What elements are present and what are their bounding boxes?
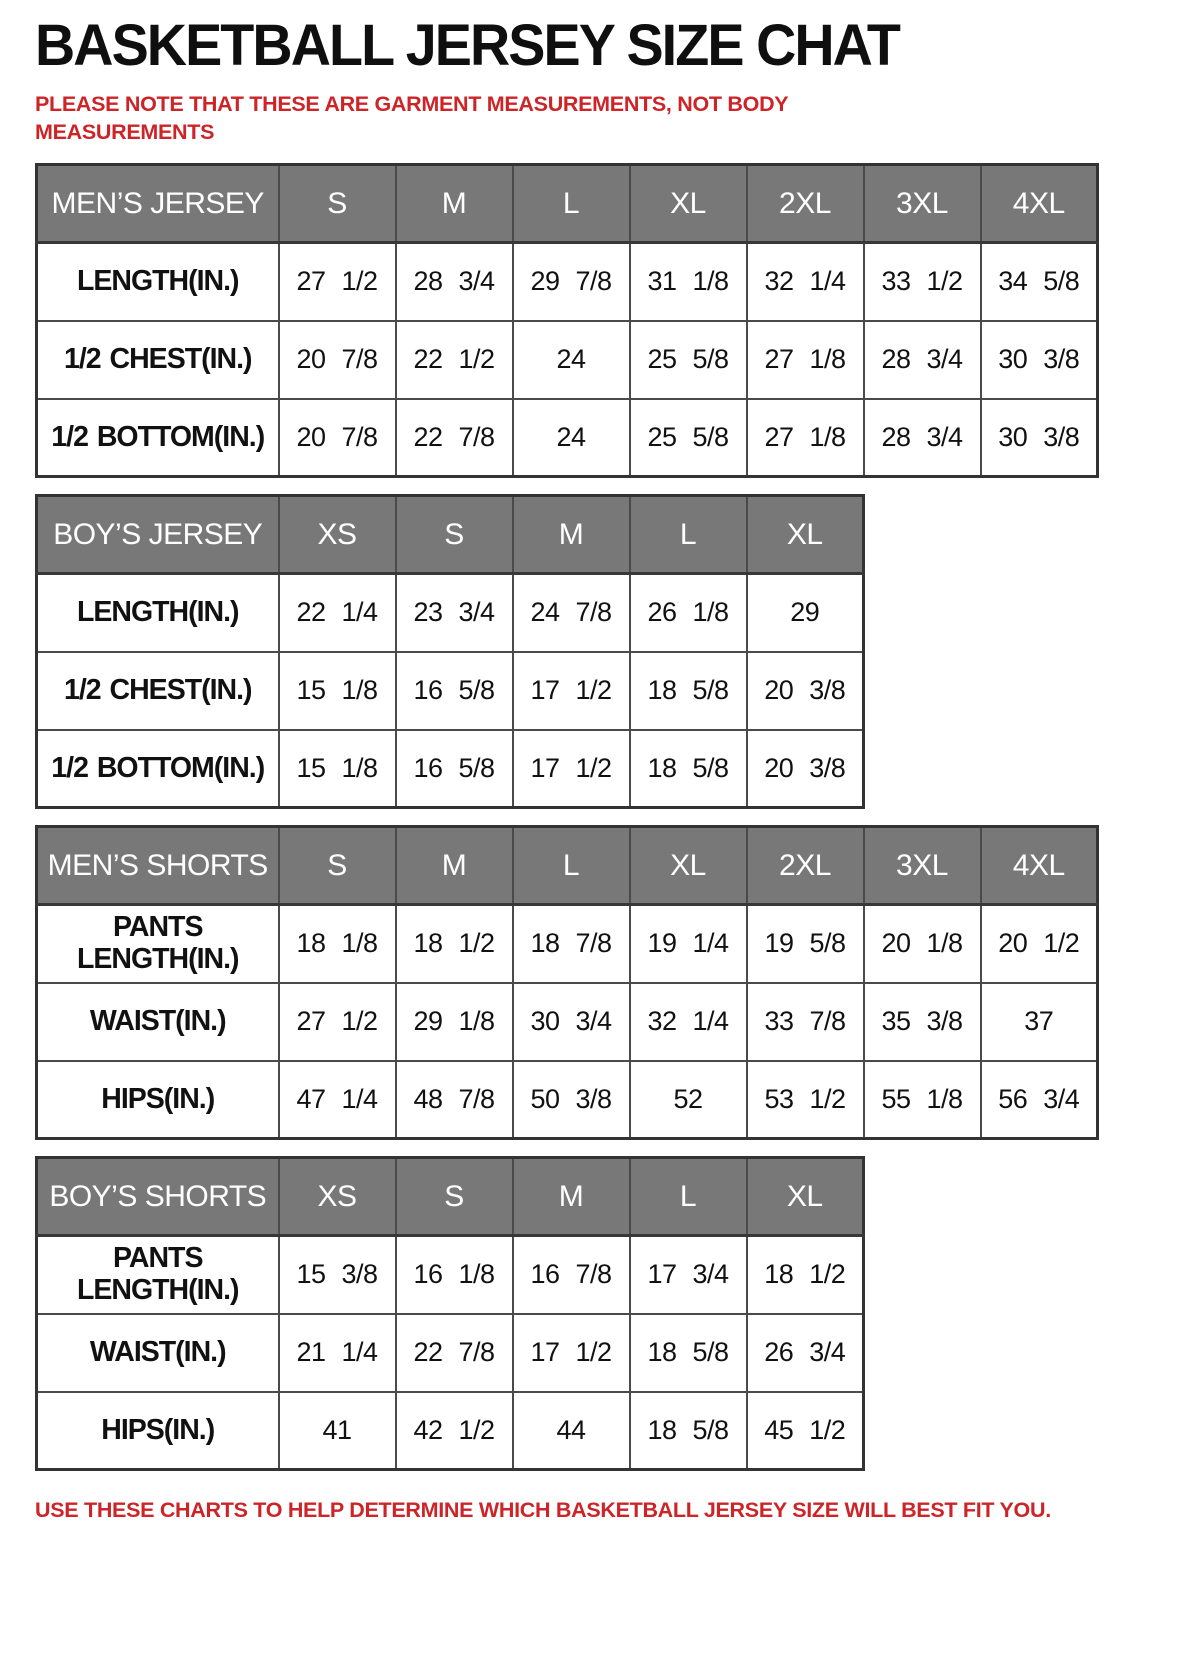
measurement-value-cell: 18 5/8 bbox=[630, 1314, 747, 1392]
measurement-value-cell: 20 7/8 bbox=[279, 399, 396, 477]
measurement-value-cell: 35 3/8 bbox=[864, 983, 981, 1061]
table-title-cell: MEN’S SHORTS bbox=[37, 827, 279, 905]
measurement-value-cell: 19 1/4 bbox=[630, 905, 747, 983]
measurement-value-cell: 24 bbox=[513, 399, 630, 477]
measurement-value-cell: 17 1/2 bbox=[513, 730, 630, 808]
table-row bbox=[37, 905, 1098, 983]
measurement-value-cell: 20 1/8 bbox=[864, 905, 981, 983]
size-header-cell: M bbox=[396, 827, 513, 905]
row-label-cell: PANTS LENGTH(IN.) bbox=[37, 905, 279, 983]
measurement-value-cell: 33 1/2 bbox=[864, 243, 981, 321]
measurement-value-cell: 18 5/8 bbox=[630, 730, 747, 808]
garment-measurement-note: PLEASE NOTE THAT THESE ARE GARMENT MEASUREMENTS, NOT BODY MEASUREMENTS bbox=[35, 92, 788, 144]
table-row bbox=[37, 1236, 864, 1314]
measurement-value-cell: 16 7/8 bbox=[513, 1236, 630, 1314]
size-header-cell: XS bbox=[279, 1158, 396, 1236]
measurement-value-cell: 32 1/4 bbox=[747, 243, 864, 321]
size-header-cell: 4XL bbox=[981, 827, 1098, 905]
measurement-value-cell: 24 bbox=[513, 321, 630, 399]
table-row bbox=[37, 1061, 1098, 1139]
measurement-value-cell: 16 5/8 bbox=[396, 730, 513, 808]
measurement-value-cell: 31 1/8 bbox=[630, 243, 747, 321]
size-header-cell: XL bbox=[747, 1158, 864, 1236]
measurement-value-cell: 27 1/8 bbox=[747, 399, 864, 477]
measurement-value-cell: 22 7/8 bbox=[396, 1314, 513, 1392]
size-header-cell: L bbox=[630, 1158, 747, 1236]
measurement-value-cell: 16 5/8 bbox=[396, 652, 513, 730]
size-header-cell: 2XL bbox=[747, 827, 864, 905]
boys-shorts-table-body bbox=[37, 1236, 864, 1470]
row-label-cell: WAIST(IN.) bbox=[37, 983, 279, 1061]
size-header-cell: S bbox=[396, 1158, 513, 1236]
row-label-cell: HIPS(IN.) bbox=[37, 1392, 279, 1470]
mens-jersey-table bbox=[35, 163, 1099, 478]
measurement-value-cell: 18 5/8 bbox=[630, 1392, 747, 1470]
size-header-cell: S bbox=[279, 827, 396, 905]
measurement-value-cell: 28 3/4 bbox=[396, 243, 513, 321]
table-row bbox=[37, 730, 864, 808]
size-header-cell: L bbox=[630, 496, 747, 574]
size-header-cell: M bbox=[513, 496, 630, 574]
measurement-value-cell: 30 3/8 bbox=[981, 399, 1098, 477]
measurement-value-cell: 15 3/8 bbox=[279, 1236, 396, 1314]
boys-jersey-table bbox=[35, 494, 865, 809]
measurement-value-cell: 33 7/8 bbox=[747, 983, 864, 1061]
measurement-value-cell: 18 5/8 bbox=[630, 652, 747, 730]
measurement-value-cell: 27 1/8 bbox=[747, 321, 864, 399]
measurement-value-cell: 29 1/8 bbox=[396, 983, 513, 1061]
table-title-cell: BOY’S JERSEY bbox=[37, 496, 279, 574]
measurement-value-cell: 53 1/2 bbox=[747, 1061, 864, 1139]
measurement-value-cell: 16 1/8 bbox=[396, 1236, 513, 1314]
measurement-value-cell: 37 bbox=[981, 983, 1098, 1061]
row-label-cell: PANTS LENGTH(IN.) bbox=[37, 1236, 279, 1314]
size-header-cell: XL bbox=[747, 496, 864, 574]
size-header-cell: 3XL bbox=[864, 827, 981, 905]
mens-shorts-table-body bbox=[37, 905, 1098, 1139]
table-row bbox=[37, 1314, 864, 1392]
measurement-value-cell: 15 1/8 bbox=[279, 730, 396, 808]
size-header-cell: 4XL bbox=[981, 165, 1098, 243]
fit-advice-note: USE THESE CHARTS TO HELP DETERMINE WHICH BASKETBALL JERSEY SIZE WILL BEST FIT YOU. bbox=[35, 1498, 1051, 1523]
measurement-value-cell: 27 1/2 bbox=[279, 243, 396, 321]
page-title: BASKETBALL JERSEY SIZE CHAT bbox=[35, 13, 899, 78]
header-row bbox=[37, 165, 1098, 243]
boys-jersey-table-head bbox=[37, 496, 864, 574]
mens-shorts-table bbox=[35, 825, 1099, 1140]
measurement-value-cell: 18 1/2 bbox=[396, 905, 513, 983]
size-header-cell: L bbox=[513, 827, 630, 905]
boys-shorts-table bbox=[35, 1156, 865, 1471]
measurement-value-cell: 20 3/8 bbox=[747, 730, 864, 808]
table-title-cell: MEN’S JERSEY bbox=[37, 165, 279, 243]
row-label-cell: 1/2 CHEST(IN.) bbox=[37, 321, 279, 399]
measurement-value-cell: 27 1/2 bbox=[279, 983, 396, 1061]
measurement-value-cell: 15 1/8 bbox=[279, 652, 396, 730]
measurement-value-cell: 45 1/2 bbox=[747, 1392, 864, 1470]
measurement-value-cell: 19 5/8 bbox=[747, 905, 864, 983]
row-label-cell: 1/2 CHEST(IN.) bbox=[37, 652, 279, 730]
measurement-value-cell: 28 3/4 bbox=[864, 399, 981, 477]
measurement-value-cell: 24 7/8 bbox=[513, 574, 630, 652]
size-header-cell: 2XL bbox=[747, 165, 864, 243]
row-label-cell: LENGTH(IN.) bbox=[37, 243, 279, 321]
measurement-value-cell: 29 bbox=[747, 574, 864, 652]
measurement-value-cell: 26 3/4 bbox=[747, 1314, 864, 1392]
measurement-value-cell: 18 1/8 bbox=[279, 905, 396, 983]
measurement-value-cell: 22 1/4 bbox=[279, 574, 396, 652]
measurement-value-cell: 52 bbox=[630, 1061, 747, 1139]
row-label-cell: 1/2 BOTTOM(IN.) bbox=[37, 730, 279, 808]
size-header-cell: XS bbox=[279, 496, 396, 574]
size-header-cell: S bbox=[396, 496, 513, 574]
measurement-value-cell: 20 1/2 bbox=[981, 905, 1098, 983]
table-row bbox=[37, 243, 1098, 321]
table-row bbox=[37, 574, 864, 652]
row-label-cell: 1/2 BOTTOM(IN.) bbox=[37, 399, 279, 477]
table-row bbox=[37, 321, 1098, 399]
measurement-value-cell: 29 7/8 bbox=[513, 243, 630, 321]
measurement-value-cell: 30 3/8 bbox=[981, 321, 1098, 399]
mens-jersey-table-head bbox=[37, 165, 1098, 243]
measurement-value-cell: 23 3/4 bbox=[396, 574, 513, 652]
measurement-value-cell: 56 3/4 bbox=[981, 1061, 1098, 1139]
measurement-value-cell: 55 1/8 bbox=[864, 1061, 981, 1139]
size-header-cell: XL bbox=[630, 827, 747, 905]
measurement-value-cell: 25 5/8 bbox=[630, 321, 747, 399]
measurement-value-cell: 20 3/8 bbox=[747, 652, 864, 730]
size-header-cell: 3XL bbox=[864, 165, 981, 243]
mens-jersey-table-body bbox=[37, 243, 1098, 477]
measurement-value-cell: 20 7/8 bbox=[279, 321, 396, 399]
measurement-value-cell: 41 bbox=[279, 1392, 396, 1470]
row-label-cell: WAIST(IN.) bbox=[37, 1314, 279, 1392]
header-row bbox=[37, 827, 1098, 905]
table-row bbox=[37, 983, 1098, 1061]
measurement-value-cell: 17 1/2 bbox=[513, 652, 630, 730]
measurement-value-cell: 26 1/8 bbox=[630, 574, 747, 652]
size-header-cell: M bbox=[396, 165, 513, 243]
measurement-value-cell: 17 3/4 bbox=[630, 1236, 747, 1314]
row-label-cell: LENGTH(IN.) bbox=[37, 574, 279, 652]
boys-shorts-table-head bbox=[37, 1158, 864, 1236]
measurement-value-cell: 18 7/8 bbox=[513, 905, 630, 983]
measurement-value-cell: 18 1/2 bbox=[747, 1236, 864, 1314]
measurement-value-cell: 25 5/8 bbox=[630, 399, 747, 477]
measurement-value-cell: 48 7/8 bbox=[396, 1061, 513, 1139]
table-row bbox=[37, 399, 1098, 477]
size-header-cell: XL bbox=[630, 165, 747, 243]
size-header-cell: L bbox=[513, 165, 630, 243]
size-header-cell: M bbox=[513, 1158, 630, 1236]
table-row bbox=[37, 1392, 864, 1470]
table-title-cell: BOY’S SHORTS bbox=[37, 1158, 279, 1236]
size-header-cell: S bbox=[279, 165, 396, 243]
mens-shorts-table-head bbox=[37, 827, 1098, 905]
header-row bbox=[37, 1158, 864, 1236]
row-label-cell: HIPS(IN.) bbox=[37, 1061, 279, 1139]
measurement-value-cell: 21 1/4 bbox=[279, 1314, 396, 1392]
table-row bbox=[37, 652, 864, 730]
boys-jersey-table-body bbox=[37, 574, 864, 808]
measurement-value-cell: 30 3/4 bbox=[513, 983, 630, 1061]
measurement-value-cell: 22 7/8 bbox=[396, 399, 513, 477]
measurement-value-cell: 17 1/2 bbox=[513, 1314, 630, 1392]
measurement-value-cell: 50 3/8 bbox=[513, 1061, 630, 1139]
measurement-value-cell: 34 5/8 bbox=[981, 243, 1098, 321]
measurement-value-cell: 22 1/2 bbox=[396, 321, 513, 399]
measurement-value-cell: 28 3/4 bbox=[864, 321, 981, 399]
measurement-value-cell: 47 1/4 bbox=[279, 1061, 396, 1139]
measurement-value-cell: 42 1/2 bbox=[396, 1392, 513, 1470]
measurement-value-cell: 32 1/4 bbox=[630, 983, 747, 1061]
measurement-value-cell: 44 bbox=[513, 1392, 630, 1470]
header-row bbox=[37, 496, 864, 574]
